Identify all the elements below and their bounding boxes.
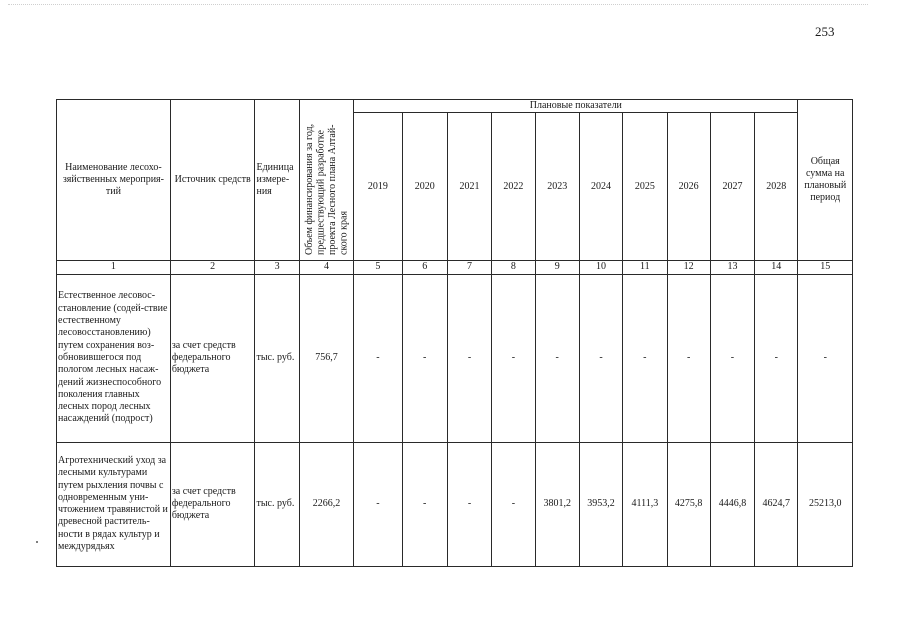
column-number: 3 <box>255 261 299 274</box>
header-year: 2026 <box>667 113 710 261</box>
column-number: 13 <box>710 261 754 274</box>
row-year-value: 4624,7 <box>755 442 798 566</box>
header-activity-name: Наименование лесохо-зяйственных мероприя-тий <box>57 100 171 261</box>
row-year-value: - <box>623 274 667 442</box>
header-year: 2019 <box>354 113 402 261</box>
column-number: 7 <box>447 261 491 274</box>
row-funding-source: за счет средств федерального бюджета <box>170 274 255 442</box>
table-row <box>57 442 853 566</box>
header-year: 2027 <box>710 113 754 261</box>
header-year: 2025 <box>623 113 667 261</box>
header-unit: Единица измере-ния <box>255 100 299 261</box>
row-year-value: - <box>447 274 491 442</box>
header-planned-indicators: Плановые показатели <box>354 100 798 113</box>
row-year-value: 4275,8 <box>667 442 710 566</box>
page-number: 253 <box>815 24 835 39</box>
row-total: 25213,0 <box>798 442 853 566</box>
row-year-value: - <box>710 274 754 442</box>
row-previous-year-volume: 2266,2 <box>299 442 353 566</box>
row-year-value: 4446,8 <box>710 442 754 566</box>
column-number: 12 <box>667 261 710 274</box>
header-previous-year-volume-text: Объем финансирования за год, предшествующий разработке проекта Лесного плана Алтай-ского края <box>303 124 349 256</box>
header-funding-source: Источник средств <box>170 100 255 261</box>
row-year-value: - <box>579 274 622 442</box>
column-number: 11 <box>623 261 667 274</box>
row-year-value: 4111,3 <box>623 442 667 566</box>
column-number: 15 <box>798 261 853 274</box>
row-year-value: 3801,2 <box>535 442 579 566</box>
header-year: 2023 <box>535 113 579 261</box>
header-year: 2028 <box>755 113 798 261</box>
row-year-value: 3953,2 <box>579 442 622 566</box>
row-total: - <box>798 274 853 442</box>
header-previous-year-volume <box>299 100 353 261</box>
column-number: 4 <box>299 261 353 274</box>
row-year-value: - <box>492 274 535 442</box>
row-year-value: - <box>492 442 535 566</box>
header-year: 2022 <box>492 113 535 261</box>
row-funding-source: за счет средств федерального бюджета <box>170 442 255 566</box>
column-number: 1 <box>57 261 171 274</box>
row-year-value: - <box>755 274 798 442</box>
column-number: 2 <box>170 261 255 274</box>
row-activity-name: Естественное лесовос-становление (содей-ствие естественному лесовосстановлению) путем сохранения воз-обновившегося под пологом лесных насаж-дений жизнеспособного поколения главных лесных пород лесных насаждений (подрост) <box>57 274 171 442</box>
header-year: 2024 <box>579 113 622 261</box>
forestry-plan-table <box>56 99 853 567</box>
header-year: 2021 <box>447 113 491 261</box>
column-number: 10 <box>579 261 622 274</box>
row-year-value: - <box>354 442 402 566</box>
scan-artifact-line <box>8 4 868 7</box>
row-year-value: - <box>402 274 447 442</box>
row-year-value: - <box>667 274 710 442</box>
row-unit: тыс. руб. <box>255 442 299 566</box>
column-number: 5 <box>354 261 402 274</box>
row-previous-year-volume: 756,7 <box>299 274 353 442</box>
row-year-value: - <box>354 274 402 442</box>
row-year-value: - <box>535 274 579 442</box>
row-activity-name: Агротехнический уход за лесными культурами путем рыхления почвы с одновременным уни-чтожением травянистой и древесной раститель-ности в рядах культур и междурядьях <box>57 442 171 566</box>
row-year-value: - <box>402 442 447 566</box>
row-year-value: - <box>447 442 491 566</box>
column-number: 8 <box>492 261 535 274</box>
column-number: 6 <box>402 261 447 274</box>
header-total-sum: Общая сумма на плановый период <box>798 100 853 261</box>
column-number-row <box>57 261 853 274</box>
header-year: 2020 <box>402 113 447 261</box>
row-unit: тыс. руб. <box>255 274 299 442</box>
column-number: 14 <box>755 261 798 274</box>
scan-artifact-dot <box>36 541 38 543</box>
table-row <box>57 274 853 442</box>
column-number: 9 <box>535 261 579 274</box>
header-row-top <box>57 100 853 113</box>
